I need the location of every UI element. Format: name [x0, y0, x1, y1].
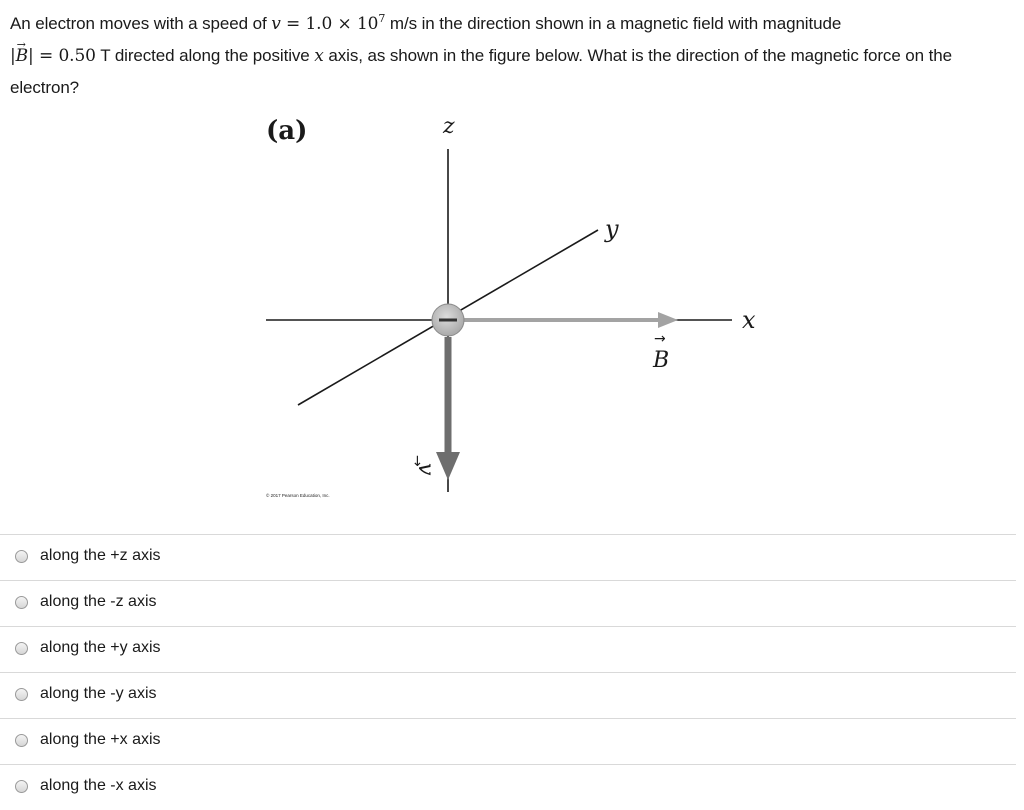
axis-variable: x [314, 46, 324, 66]
option-row[interactable] [0, 534, 1016, 580]
velocity-vector-arrow: → [409, 455, 425, 467]
velocity-label: v [413, 463, 438, 476]
panel-label: (a) [266, 116, 308, 146]
option-label[interactable]: along the +x axis [40, 731, 161, 748]
option-row[interactable] [0, 672, 1016, 718]
speed-variable: v [271, 14, 281, 34]
option-row[interactable] [0, 580, 1016, 626]
radio-button[interactable] [15, 550, 28, 563]
question-part4: axis, as shown in the figure below. What is the direction of the magnetic force on the electron? [10, 46, 952, 97]
option-label[interactable]: along the -z axis [40, 593, 157, 610]
question-part3: T directed along the positive [95, 46, 315, 65]
b-field-label: B [653, 348, 670, 373]
y-axis-label: y [605, 215, 619, 243]
speed-exponent: 7 [378, 12, 386, 25]
speed-expression [271, 14, 385, 34]
radio-button[interactable] [15, 734, 28, 747]
b-field-vector-arrow: → [654, 331, 666, 347]
option-label[interactable]: along the +y axis [40, 639, 161, 656]
radio-button[interactable] [15, 642, 28, 655]
option-row[interactable] [0, 718, 1016, 764]
radio-button[interactable] [15, 780, 28, 793]
option-row[interactable] [0, 626, 1016, 672]
question-part2: m/s in the direction shown in a magnetic field with magnitude [385, 14, 842, 33]
field-vector-symbol: → B [16, 41, 28, 72]
radio-button[interactable] [15, 688, 28, 701]
radio-button[interactable] [15, 596, 28, 609]
field-equation: = 0.50 [33, 46, 96, 66]
option-label[interactable]: along the -y axis [40, 685, 157, 702]
velocity-arrowhead [436, 452, 460, 480]
question-part1: An electron moves with a speed of [10, 14, 272, 33]
question-text [10, 8, 1015, 103]
option-label[interactable]: along the +z axis [40, 547, 161, 564]
speed-equation: = 1.0 × 10 [280, 14, 379, 34]
field-expression: |→ B| = 0.50 [10, 46, 96, 66]
z-axis-label: z [443, 114, 455, 139]
answer-options [0, 534, 1016, 810]
copyright-notice: © 2017 Pearson Education, Inc. [266, 493, 330, 498]
physics-figure [250, 105, 770, 515]
x-axis-label: x [742, 306, 756, 334]
b-field-arrowhead [658, 312, 678, 328]
option-label[interactable]: along the -x axis [40, 777, 157, 794]
option-row[interactable] [0, 764, 1016, 810]
